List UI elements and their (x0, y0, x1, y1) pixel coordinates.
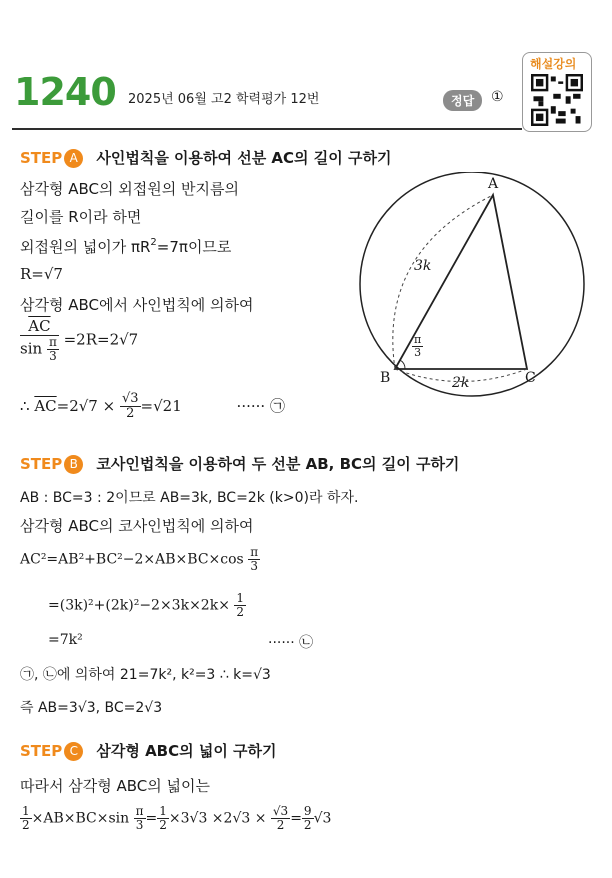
step-b-line3 (20, 546, 260, 573)
exam-info: 2025년 06월 고2 학력평가 12번 (128, 92, 320, 107)
step-a-header (20, 147, 391, 168)
step-a-sine-law (20, 318, 138, 363)
step-a-title: 사인법칙을 이용하여 선분 AC의 길이 구하기 (96, 149, 392, 167)
step-b-line2: 삼각형 ABC의 코사인법칙에 의하여 (20, 517, 254, 535)
dots-b: ······ (268, 635, 295, 651)
step-a-line5: 삼각형 ABC에서 사인법칙에 의하여 (20, 296, 254, 314)
step-c-title: 삼각형 ABC의 넓이 구하기 (96, 742, 277, 760)
frac-three: 3 (49, 348, 57, 363)
area-eq2: = (290, 810, 302, 827)
cosine-law: AC²=AB²+BC²−2×AB×BC×cos (20, 551, 244, 568)
step-b-header (20, 453, 459, 474)
step-a-tag: STEP (20, 149, 63, 167)
step-a-letter: A (64, 149, 83, 168)
c-frac-three: 3 (135, 818, 144, 833)
c-frac-two: 2 (276, 818, 285, 833)
mark-nieun: ㉡ (299, 635, 314, 651)
step-c-letter: C (64, 742, 83, 761)
vertex-b-label: B (380, 370, 391, 386)
step-b-line5 (48, 632, 83, 648)
vertex-c-label: C (525, 370, 536, 386)
b-frac-two: 2 (236, 605, 245, 620)
step-c-area (20, 805, 331, 832)
step-b-line4 (48, 592, 246, 619)
frac-sin: sin (20, 339, 43, 358)
c-frac-pi: π (135, 804, 144, 818)
step-c-tag: STEP (20, 742, 63, 760)
frac-pi: π (48, 334, 57, 349)
sine-law-rhs: =2R=2√7 (63, 330, 139, 349)
step-c-header (20, 740, 277, 761)
circumcircle (360, 172, 584, 396)
therefore-icon: ∴ (20, 396, 30, 415)
side-bc-label: 2k (452, 375, 470, 391)
angle-b-label (412, 334, 423, 359)
c-half-den: 2 (22, 818, 30, 833)
c-frac-sqrt3: √3 (272, 804, 289, 818)
step-b-line6: ㉠, ㉡에 의하여 21=7k², k²=3 ∴ k=√3 (20, 667, 271, 683)
step-a-line1: 삼각형 ABC의 외접원의 반지름의 (20, 180, 239, 198)
step-a-line4: R=√7 (20, 265, 63, 283)
area-end: √3 (313, 810, 332, 827)
c-frac-two2: 2 (303, 818, 312, 833)
circumcircle-diagram (350, 172, 600, 402)
problem-number: 1240 (14, 70, 116, 114)
angle-num: π (414, 333, 422, 346)
step-c-line1: 따라서 삼각형 ABC의 넓이는 (20, 777, 210, 795)
dots: ······ (236, 396, 266, 415)
step-a-line3b: =7π이므로 (156, 238, 232, 256)
area-eq: = (145, 810, 158, 827)
step-a-line3: 외접원의 넓이가 $\pi R^2=7\pi$이므로 (20, 237, 232, 256)
step-b-mark (268, 632, 313, 652)
angle-den: 3 (414, 346, 422, 360)
step-b-title: 코사인법칙을 이용하여 두 선분 AB, BC의 길이 구하기 (96, 455, 460, 473)
side-ab-label: 3k (414, 258, 432, 274)
b-frac-three: 3 (250, 559, 258, 574)
vertex-a-label: A (488, 176, 499, 192)
step-b-line7: 즉 AB=3√3, BC=2√3 (20, 700, 163, 716)
c-half-num: 1 (22, 804, 30, 818)
b-frac-pi: π (250, 545, 259, 559)
c-half2-den: 2 (159, 818, 167, 833)
qr-code-icon[interactable] (531, 74, 583, 126)
c-half2-num: 1 (159, 804, 167, 818)
result-mid: =2√7 × (56, 396, 116, 415)
step-b-line1: AB : BC=3 : 2이므로 AB=3k, BC=2k (k>0)라 하자. (20, 490, 359, 506)
frac-sqrt3: √3 (121, 391, 139, 406)
result-end: =√21 (140, 396, 182, 415)
header-divider (12, 128, 522, 130)
answer-badge: 정답 (443, 90, 482, 111)
step-b-letter: B (64, 455, 83, 474)
step-a-line3a: 외접원의 넓이가 πR (20, 238, 151, 256)
ac-segment: $\overline{AC}$ (34, 396, 57, 415)
frac-ac: $\overline{AC}$ (20, 318, 59, 336)
step-a-result (20, 392, 285, 422)
answer-value: ① (491, 89, 504, 105)
area-mid2: ×3√3 ×2√3 × (168, 810, 267, 827)
c-frac-nine: 9 (303, 804, 312, 818)
step-b-tag: STEP (20, 455, 63, 473)
b-frac-one: 1 (236, 591, 245, 605)
frac-two: 2 (126, 406, 135, 422)
qr-label: 해설강의 (530, 57, 577, 71)
mark-giyeok: ㉠ (269, 396, 285, 415)
area-mid1: ×AB×BC×sin (31, 810, 130, 827)
angle-b-arc (400, 360, 405, 369)
expansion: =(3k)²+(2k)²−2×3k×2k× (48, 597, 230, 614)
result-7k2: =7k² (48, 632, 83, 648)
step-a-line2: 길이를 R이라 하면 (20, 208, 142, 226)
